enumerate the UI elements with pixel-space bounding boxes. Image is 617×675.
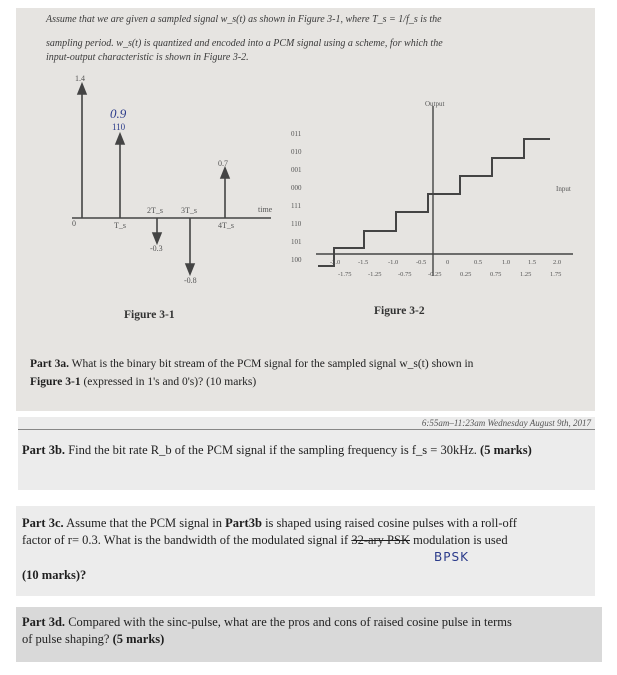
code-111: 111 — [291, 202, 301, 210]
x-tick-top-8: 2.0 — [553, 259, 562, 266]
stem-3-arrow — [186, 264, 194, 274]
tick-ts: T_s — [114, 221, 126, 230]
stem-0-arrow — [78, 84, 86, 94]
time-label: time — [258, 205, 273, 214]
code-001: 001 — [291, 166, 302, 174]
stem-2-arrow — [153, 233, 161, 243]
part-3d-text-2: of pulse shaping? — [22, 632, 113, 646]
stem-1-arrow — [116, 134, 124, 144]
part-3c-ref: Part3b — [225, 516, 262, 530]
code-000: 000 — [291, 184, 302, 192]
part-3d-line-2 — [22, 632, 164, 647]
handwritten-09: 0.9 — [110, 106, 127, 121]
part-3a-label: Part 3a. — [30, 358, 69, 370]
quantizer-staircase — [318, 139, 550, 266]
handwritten-code: 110 — [112, 122, 126, 132]
part-3a-text-2: (expressed in 1's and 0's)? (10 marks) — [80, 376, 257, 388]
part-3d-label: Part 3d. — [22, 615, 66, 629]
x-tick-bottom-4: 0.25 — [460, 271, 472, 278]
part-3b-line — [22, 443, 532, 458]
intro-line-1: Assume that we are given a sampled signal w_s(t) as shown in Figure 3-1, where T_s = 1/f_s is the — [46, 14, 442, 25]
x-tick-top-0: -2.0 — [330, 259, 341, 266]
part-3a-line-1 — [30, 358, 473, 370]
part-3a-line-2 — [30, 376, 256, 388]
part-3d-panel — [16, 607, 602, 662]
part-3c-line-2 — [22, 533, 508, 548]
struck-modulation: 32-ary PSK — [351, 533, 410, 547]
figure-3-1-caption: Figure 3-1 — [124, 309, 175, 321]
header-divider — [18, 429, 595, 430]
figure-3-2-caption: Figure 3-2 — [374, 305, 425, 317]
part-3b-label: Part 3b. — [22, 443, 66, 457]
x-tick-bottom-2: -0.75 — [398, 271, 412, 278]
x-tick-bottom-7: 1.75 — [550, 271, 562, 278]
tick-2ts: 2T_s — [147, 206, 163, 215]
part-3c-text-2: factor of r= 0.3. What is the bandwidth of the modulated signal if — [22, 533, 352, 547]
part-3c-marks: (10 marks)? — [22, 568, 87, 582]
x-tick-top-6: 1.0 — [502, 259, 511, 266]
part-3d-line-1 — [22, 615, 512, 630]
x-tick-bottom-3: -0.25 — [428, 271, 442, 278]
part-3a-figure-ref: Figure 3-1 — [30, 376, 81, 388]
part-3c-text-1: Assume that the PCM signal in — [63, 516, 226, 530]
part-3d-text-1: Compared with the sinc-pulse, what are the pros and cons of raised cosine pulse in terms — [65, 615, 512, 629]
intro-line-2: sampling period. w_s(t) is quantized and encoded into a PCM signal using a scheme, for which the — [46, 38, 443, 49]
problem-panel — [16, 8, 595, 411]
x-tick-top-3: -0.5 — [416, 259, 427, 266]
code-110: 110 — [291, 220, 302, 228]
part-3d-marks: (5 marks) — [112, 632, 165, 646]
tick-4ts: 4T_s — [218, 221, 234, 230]
part-3b-header-date: 6:55am–11:23am Wednesday August 9th, 2017 — [421, 418, 591, 428]
x-tick-top-1: -1.5 — [358, 259, 369, 266]
figure-3-2 — [288, 96, 583, 301]
part-3a-text-1: What is the binary bit stream of the PCM signal for the sampled signal w_s(t) shown in — [68, 358, 474, 370]
x-tick-bottom-5: 0.75 — [490, 271, 502, 278]
code-011: 011 — [291, 130, 302, 138]
code-100: 100 — [291, 256, 302, 264]
figure-3-1 — [16, 68, 273, 288]
part-3c-panel — [16, 506, 595, 596]
x-tick-bottom-6: 1.25 — [520, 271, 532, 278]
x-tick-top-5: 0.5 — [474, 259, 483, 266]
intro-line-3: input-output characteristic is shown in Figure 3-2. — [46, 52, 249, 63]
x-tick-top-2: -1.0 — [388, 259, 399, 266]
y-top-label: 1.4 — [75, 74, 85, 83]
handwritten-bpsk: BPSK — [434, 550, 469, 564]
part-3c-line-1 — [22, 516, 517, 531]
x-tick-top-4: 0 — [446, 259, 450, 266]
part-3b-panel — [18, 417, 595, 490]
value-label-neg08: -0.8 — [184, 276, 197, 285]
output-label: Output — [425, 100, 445, 108]
value-label-07: 0.7 — [218, 159, 228, 168]
input-label: Input — [556, 185, 571, 193]
part-3c-text-1-end: is shaped using raised cosine pulses with a roll-off — [261, 516, 517, 530]
code-101: 101 — [291, 238, 302, 246]
origin-label: 0 — [72, 219, 76, 228]
part-3c-text-2-end: modulation is used — [410, 533, 508, 547]
x-tick-bottom-0: -1.75 — [338, 271, 352, 278]
stem-4-arrow — [221, 168, 229, 178]
x-tick-bottom-1: -1.25 — [368, 271, 382, 278]
tick-3ts: 3T_s — [181, 206, 197, 215]
part-3c-label: Part 3c. — [22, 516, 64, 530]
x-tick-top-7: 1.5 — [528, 259, 537, 266]
code-010: 010 — [291, 148, 302, 156]
part-3b-text: Find the bit rate R_b of the PCM signal if the sampling frequency is f_s = 30kHz. — [65, 443, 477, 457]
part-3b-marks: (5 marks) — [476, 443, 532, 457]
value-label-neg03: -0.3 — [150, 244, 163, 253]
